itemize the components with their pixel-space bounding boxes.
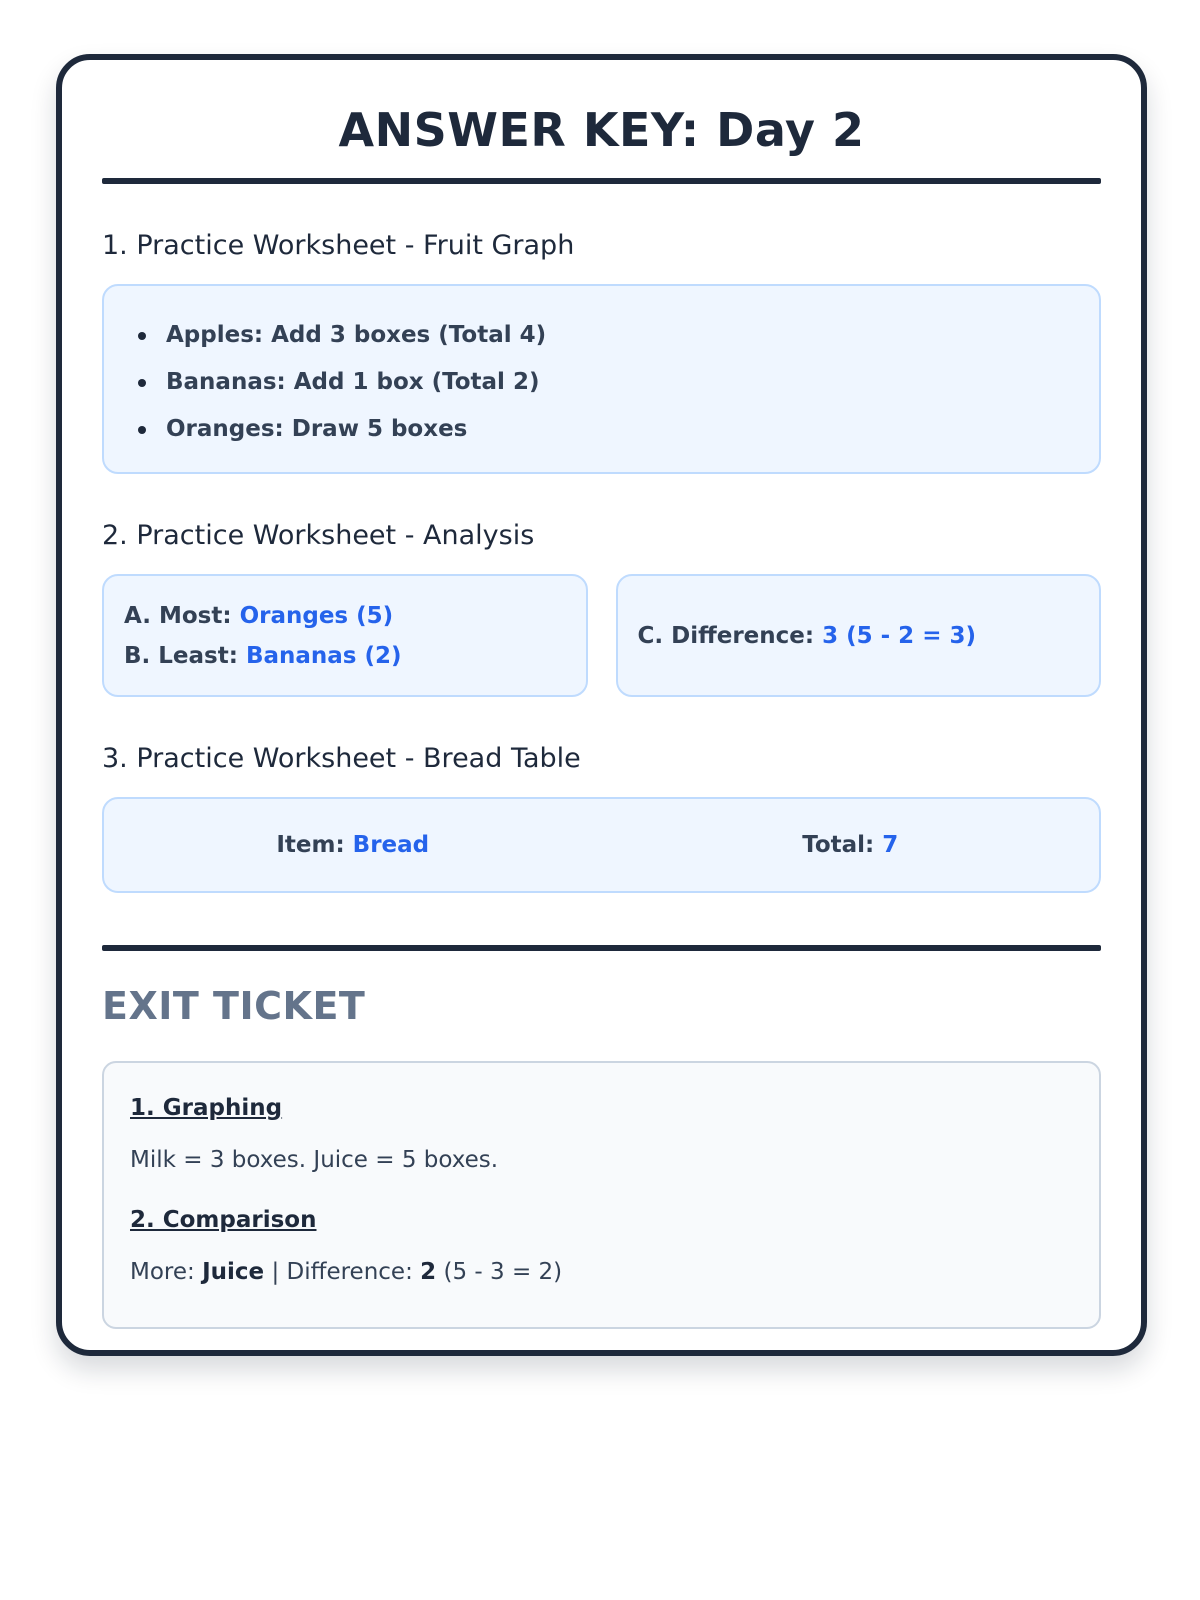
bread-item-cell [104,832,602,858]
more-label: More: [130,1259,203,1285]
section-1-heading: 1. Practice Worksheet - Fruit Graph [102,230,575,261]
title-divider [102,178,1101,184]
exit-ticket-title: EXIT TICKET [102,984,366,1028]
item-value: Bread [352,832,430,858]
difference-box [616,574,1102,697]
exit-q1-heading: 1. Graphing [130,1095,283,1121]
difference-answer [638,616,1080,656]
difference-label: C. Difference: [637,622,823,649]
exit-ticket-divider [102,945,1101,951]
bullet-icon [138,332,146,340]
section-2-heading: 2. Practice Worksheet - Analysis [102,520,535,551]
item-label: Item: [276,832,353,858]
exit-difference-work: (5 - 3 = 2) [436,1259,563,1285]
analysis-row [102,574,1101,697]
fruit-answer-oranges: Oranges: Draw 5 boxes [166,416,468,442]
bread-total-cell [602,832,1100,858]
least-value: Bananas (2) [245,642,402,669]
bullet-icon [138,426,146,434]
page-title: ANSWER KEY: Day 2 [338,103,865,157]
exit-q2-heading: 2. Comparison [130,1207,317,1233]
total-label: Total: [802,832,883,858]
bread-table-answers [102,797,1101,893]
bullet-icon [138,379,146,387]
exit-q2-answer [130,1253,1073,1291]
list-item [126,359,1099,406]
card-content [102,60,1101,1329]
list-item [126,312,1099,359]
list-item [126,406,1099,453]
exit-difference-value: 2 [420,1259,437,1285]
section-3-heading: 3. Practice Worksheet - Bread Table [102,743,581,774]
total-value: 7 [882,832,899,858]
fruit-answer-bananas: Bananas: Add 1 box (Total 2) [166,369,540,395]
fruit-answer-apples: Apples: Add 3 boxes (Total 4) [166,322,547,348]
least-label: B. Least: [124,642,246,669]
fruit-graph-answers [102,284,1101,474]
most-answer [124,596,566,636]
difference-value: 3 (5 - 2 = 3) [822,622,976,649]
difference-separator: | Difference: [264,1259,421,1285]
more-value: Juice [202,1259,265,1285]
exit-ticket-box [102,1061,1101,1329]
exit-q1-answer: Milk = 3 boxes. Juice = 5 boxes. [130,1147,499,1173]
most-value: Oranges (5) [239,602,394,629]
answer-key-card [56,54,1147,1356]
most-label: A. Most: [124,602,240,629]
least-answer [124,636,566,676]
most-least-box [102,574,588,697]
